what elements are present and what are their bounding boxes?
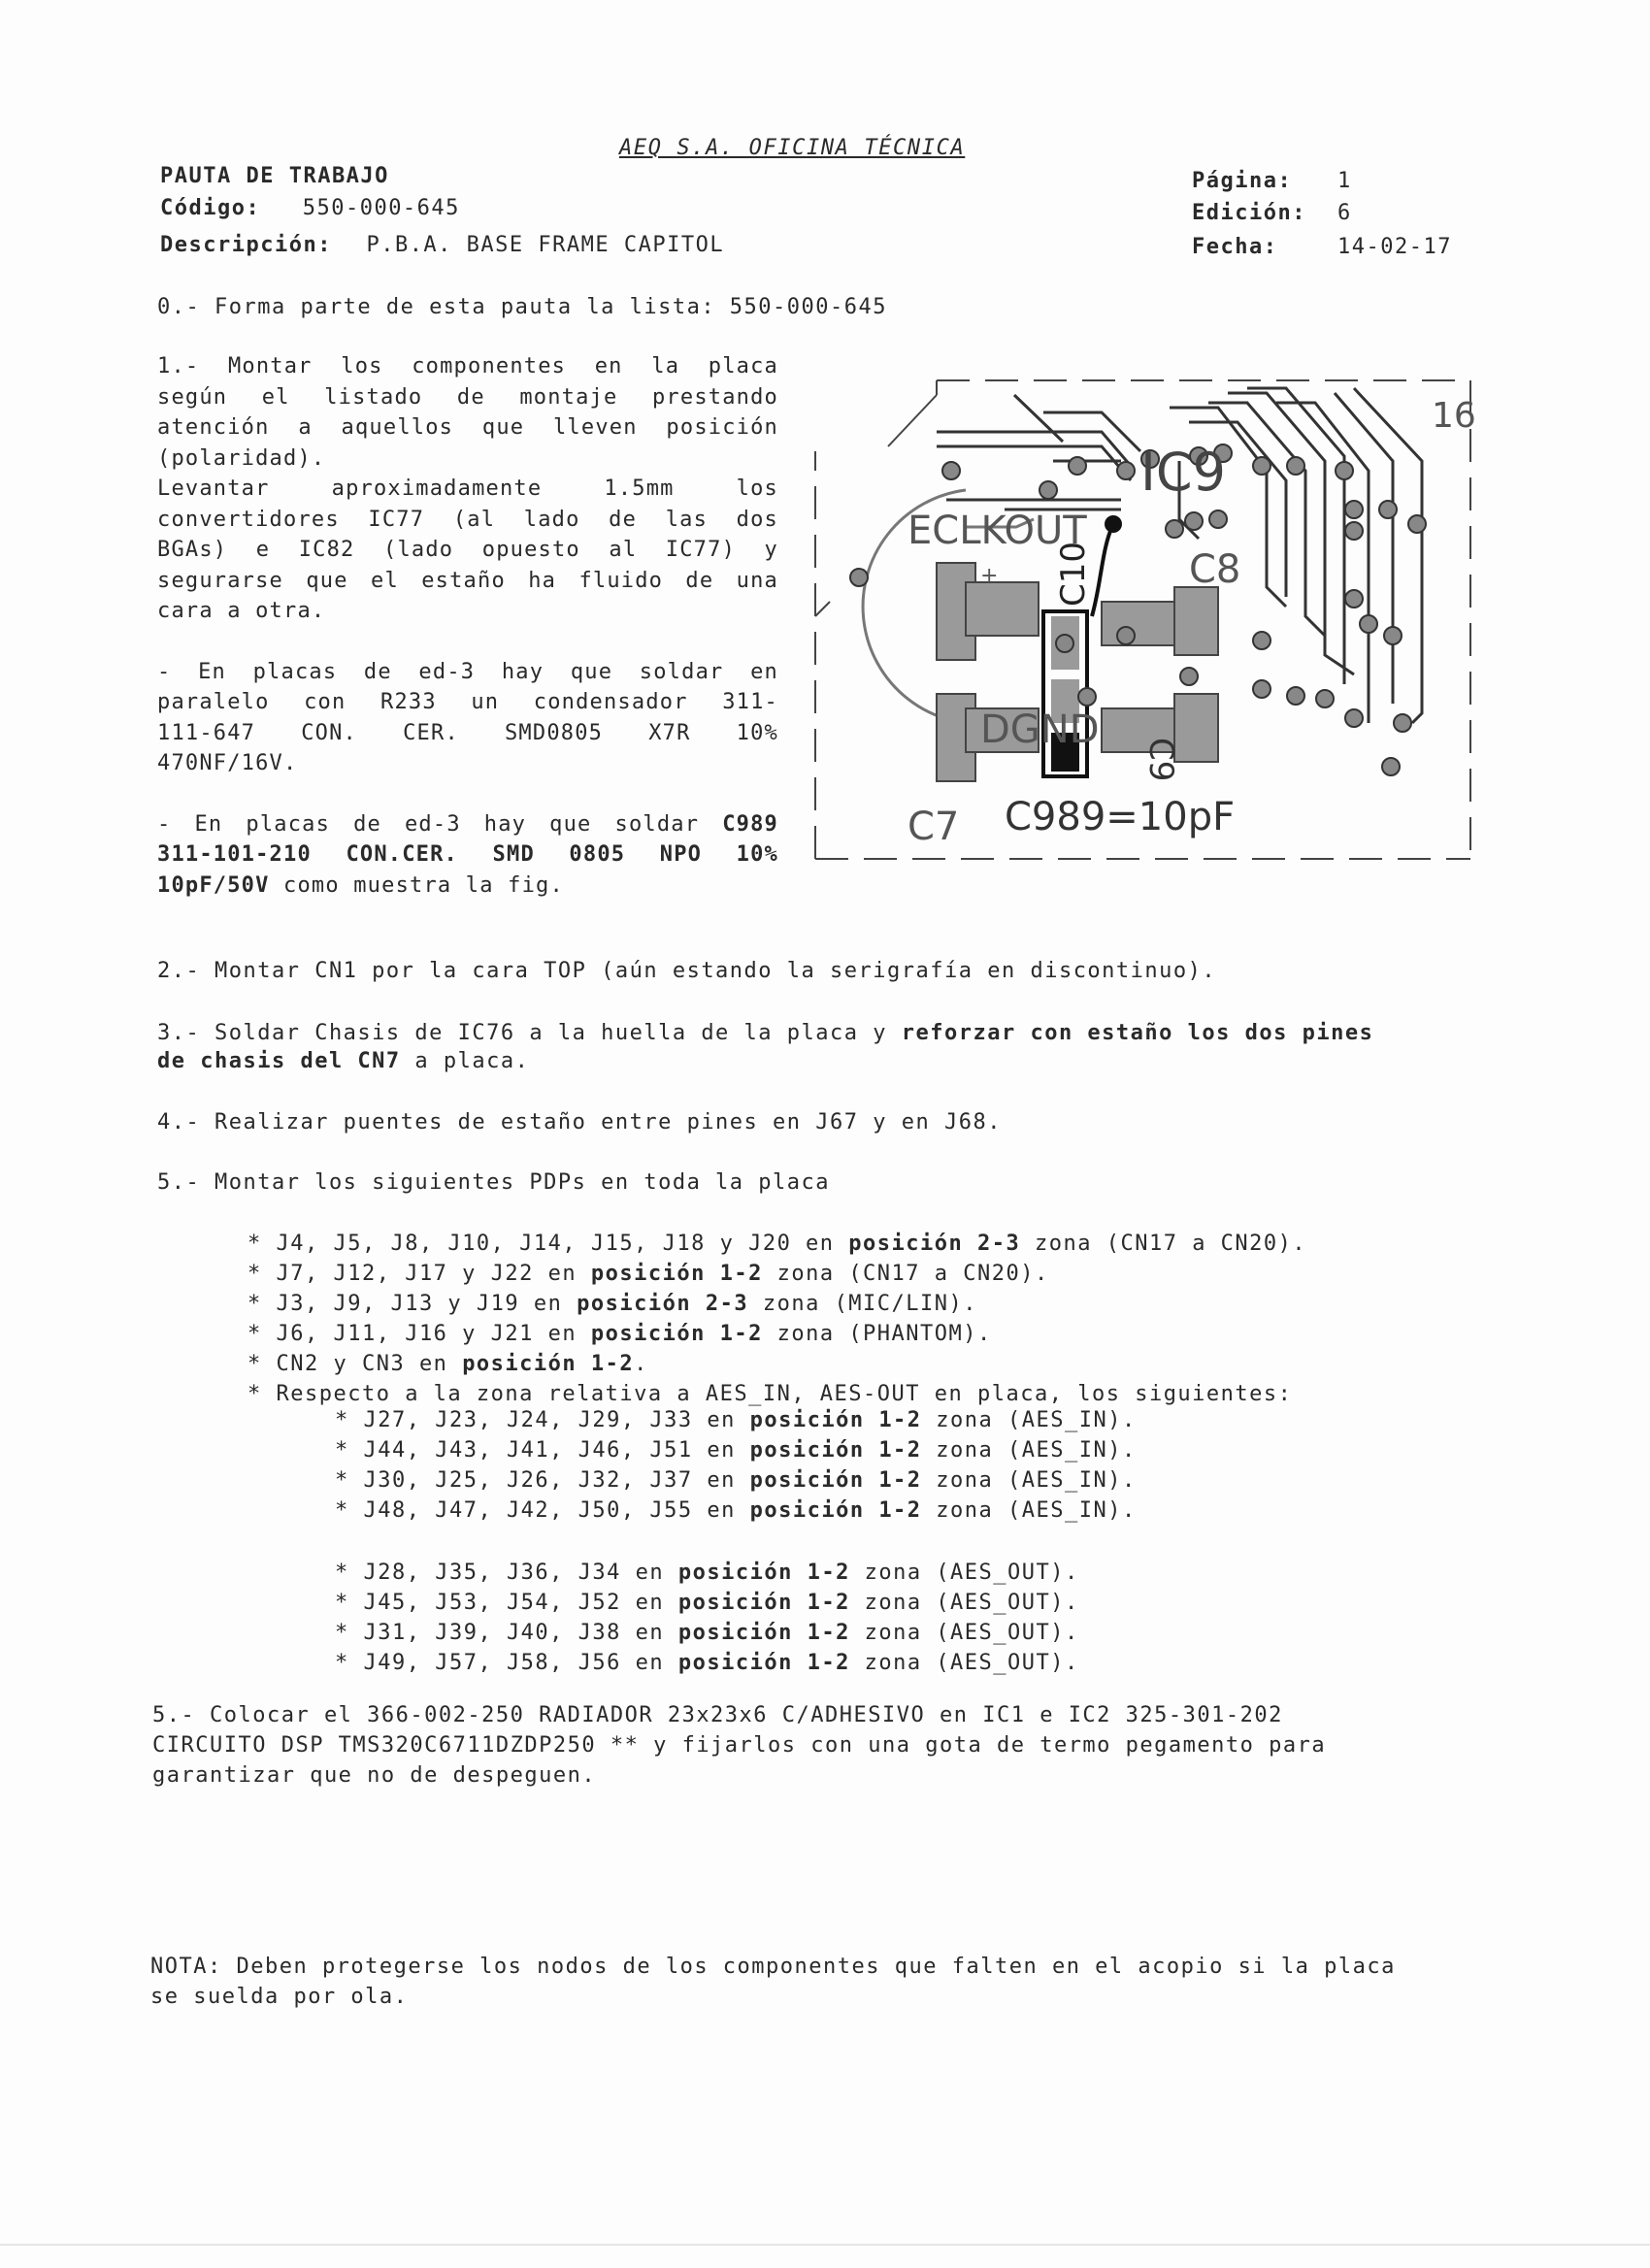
ed3-note-line: 470NF/16V. [157,751,298,775]
c9-label: C9 [1141,738,1180,782]
aes-in-item [335,1496,1137,1526]
pdp-position: posición 1-2 [590,1322,763,1346]
edicion-value: 6 [1337,201,1352,225]
pdp-position: posición 1-2 [749,1468,922,1493]
pdp-zone: zona (AES_IN). [921,1438,1137,1463]
step-3-line-1 [157,1018,1373,1048]
pdp-text: * J7, J12, J17 y J22 en [248,1262,591,1286]
step-1 [157,351,778,901]
dgnd-label: DGND [980,707,1100,752]
codigo-label: Código: [160,196,261,220]
aes-in-item [335,1405,1137,1435]
aes-in-item [335,1435,1137,1465]
pdp-position: posición 2-3 [848,1232,1021,1256]
pagina-value: 1 [1337,169,1352,193]
step-3-line-2 [157,1046,529,1076]
pdp-text: * J44, J43, J41, J46, J51 en [335,1438,750,1463]
pdp-text: * J3, J9, J13 y J19 en [248,1292,578,1316]
pdp-position: posición 1-2 [677,1591,850,1615]
pdp-position: posición 1-2 [462,1352,635,1376]
ed3-c989-text: como muestra la fig. [269,872,564,898]
doc-type: PAUTA DE TRABAJO [160,164,389,188]
scan-edge [0,2244,1650,2246]
step-1-line: 1.- Montar los componentes en la placa [157,354,778,378]
pdp-text: * J49, J57, J58, J56 en [335,1651,678,1675]
aes-out-item [335,1558,1079,1588]
pdp-item [248,1319,1306,1349]
pdp-text: * J28, J35, J36, J34 en [335,1561,678,1585]
pcb-traces [937,388,1422,723]
pagina-label: Página: [1192,169,1293,193]
step-1-line: convertidores IC77 (al lado de las dos [157,507,778,532]
pdp-zone: zona (CN17 a CN20). [762,1262,1049,1286]
step-radiador-line: CIRCUITO DSP TMS320C6711DZDP250 ** y fijarlos con una gota de termo pegamento para [152,1733,1327,1758]
aes-out-item [335,1618,1079,1648]
pdp-text: * J4, J5, J8, J10, J14, J15, J18 y J20 en [248,1232,849,1256]
step-3-bold: de chasis del CN7 [157,1049,401,1073]
pdp-position: posición 1-2 [677,1651,850,1675]
aes-out-list [335,1558,1079,1678]
step-1-line: según el listado de montaje prestando [157,384,778,410]
pdp-list [248,1229,1306,1409]
codigo-value: 550-000-645 [302,196,460,220]
pdp-position: posición 1-2 [677,1561,850,1585]
ed3-c989-line [157,871,778,902]
step-1-line: BGAs) e IC82 (lado opuesto al IC77) y [157,538,778,562]
ed3-c989-part: 311-101-210 CON.CER. SMD 0805 NPO 10% [157,842,778,867]
aes-in-list [335,1405,1137,1526]
c7-label: C7 [908,805,960,849]
ed3-note-line: 111-647 CON. CER. SMD0805 X7R 10% [157,720,778,745]
clk-dot [1105,515,1122,533]
pdp-zone: zona (AES_OUT). [849,1591,1079,1615]
edicion-label: Edición: [1192,201,1306,225]
step-1-line: (polaridad). [157,445,326,471]
pdp-zone: zona (CN17 a CN20). [1020,1232,1307,1256]
pdp-zone: zona (MIC/LIN). [748,1292,978,1316]
aes-out-item [335,1588,1079,1618]
ed3-c989-bold: C989 [722,811,778,837]
pdp-zone: zona (AES_IN). [921,1498,1137,1523]
pdp-text: * J6, J11, J16 y J21 en [248,1322,591,1346]
descripcion-value: P.B.A. BASE FRAME CAPITOL [366,233,725,257]
step-3-text: 3.- Soldar Chasis de IC76 a la huella de la placa y [157,1021,902,1045]
pdp-item [248,1259,1306,1289]
pdp-text: * Respecto a la zona relativa a AES_IN, AES-OUT en placa, los siguientes: [248,1382,1293,1406]
ed3-note-line: - En placas de ed-3 hay que soldar en [157,659,778,684]
nota-line: NOTA: Deben protegerse los nodos de los componentes que falten en el acopio si la placa [150,1955,1396,1979]
fecha-label: Fecha: [1192,235,1278,259]
pdp-text: * J27, J23, J24, J29, J33 en [335,1408,750,1432]
step-1-line: segurarse que el estaño ha fluido de una [157,568,778,593]
pcb-figure [810,374,1480,873]
company-title: AEQ S.A. OFICINA TÉCNICA [619,136,966,160]
nota-line: se suelda por ola. [150,1985,409,2009]
pdp-item [248,1229,1306,1259]
step-3-text: a placa. [400,1049,530,1073]
ed3-c989-text: - En placas de ed-3 hay que soldar [157,811,723,837]
pdp-position: posición 1-2 [749,1498,922,1523]
pdp-text: * J30, J25, J26, J32, J37 en [335,1468,750,1493]
pdp-text: * J45, J53, J54, J52 en [335,1591,678,1615]
pdp-position: posición 2-3 [577,1292,749,1316]
pdp-zone: zona (AES_OUT). [849,1621,1079,1645]
pdp-position: posición 1-2 [749,1438,922,1463]
ed3-c989-bold: 10pF/50V [157,872,270,898]
plus-label: + [980,564,999,588]
aes-out-item [335,1648,1079,1678]
pdp-zone: zona (AES_OUT). [849,1561,1079,1585]
step-3-bold: reforzar con estaño los dos pines [901,1021,1374,1045]
pdp-zone: zona (AES_IN). [921,1468,1137,1493]
page-num-label: 16 [1432,396,1476,436]
step-2: 2.- Montar CN1 por la cara TOP (aún estando la serigrafía en discontinuo). [157,959,1217,983]
c10-label: C10 [1054,541,1093,607]
step-5-intro: 5.- Montar los siguientes PDPs en toda la placa [157,1170,831,1195]
step-1-line: Levantar aproximadamente 1.5mm los [157,477,778,501]
c989-label: C989=10pF [1005,795,1236,839]
step-4: 4.- Realizar puentes de estaño entre pines en J67 y en J68. [157,1110,1002,1134]
step-1-line: atención a aquellos que lleven posición [157,415,778,440]
step-radiador-line: garantizar que no de despeguen. [152,1763,597,1788]
step-1-line: cara a otra. [157,599,326,623]
codigo-row [160,193,460,223]
pdp-text: * J31, J39, J40, J38 en [335,1621,678,1645]
descripcion-row [160,230,724,260]
ed3-c989-line [157,809,778,840]
c8-label: C8 [1189,547,1241,592]
pdp-text: * J48, J47, J42, J50, J55 en [335,1498,750,1523]
aes-in-item [335,1465,1137,1496]
pdp-position: posición 1-2 [749,1408,922,1432]
step-0: 0.- Forma parte de esta pauta la lista: 550-000-645 [157,295,888,319]
pdp-item [248,1289,1306,1319]
descripcion-label: Descripción: [160,233,332,257]
step-radiador-line: 5.- Colocar el 366-002-250 RADIADOR 23x23x6 C/ADHESIVO en IC1 e IC2 325-301-202 [152,1703,1283,1727]
fecha-value: 14-02-17 [1337,235,1452,259]
pdp-position: posición 1-2 [677,1621,850,1645]
pdp-text: * CN2 y CN3 en [248,1352,463,1376]
pdp-zone: zona (AES_IN). [921,1408,1137,1432]
pdp-zone: zona (AES_OUT). [849,1651,1079,1675]
pdp-zone: zona (PHANTOM). [762,1322,992,1346]
pdp-item [248,1349,1306,1379]
eclkout-label: ECLKOUT [908,509,1087,553]
ic9-label: IC9 [1140,442,1226,503]
pdp-zone: . [634,1352,648,1376]
ed3-note-line: paralelo con R233 un condensador 311- [157,690,778,714]
pdp-position: posición 1-2 [590,1262,763,1286]
